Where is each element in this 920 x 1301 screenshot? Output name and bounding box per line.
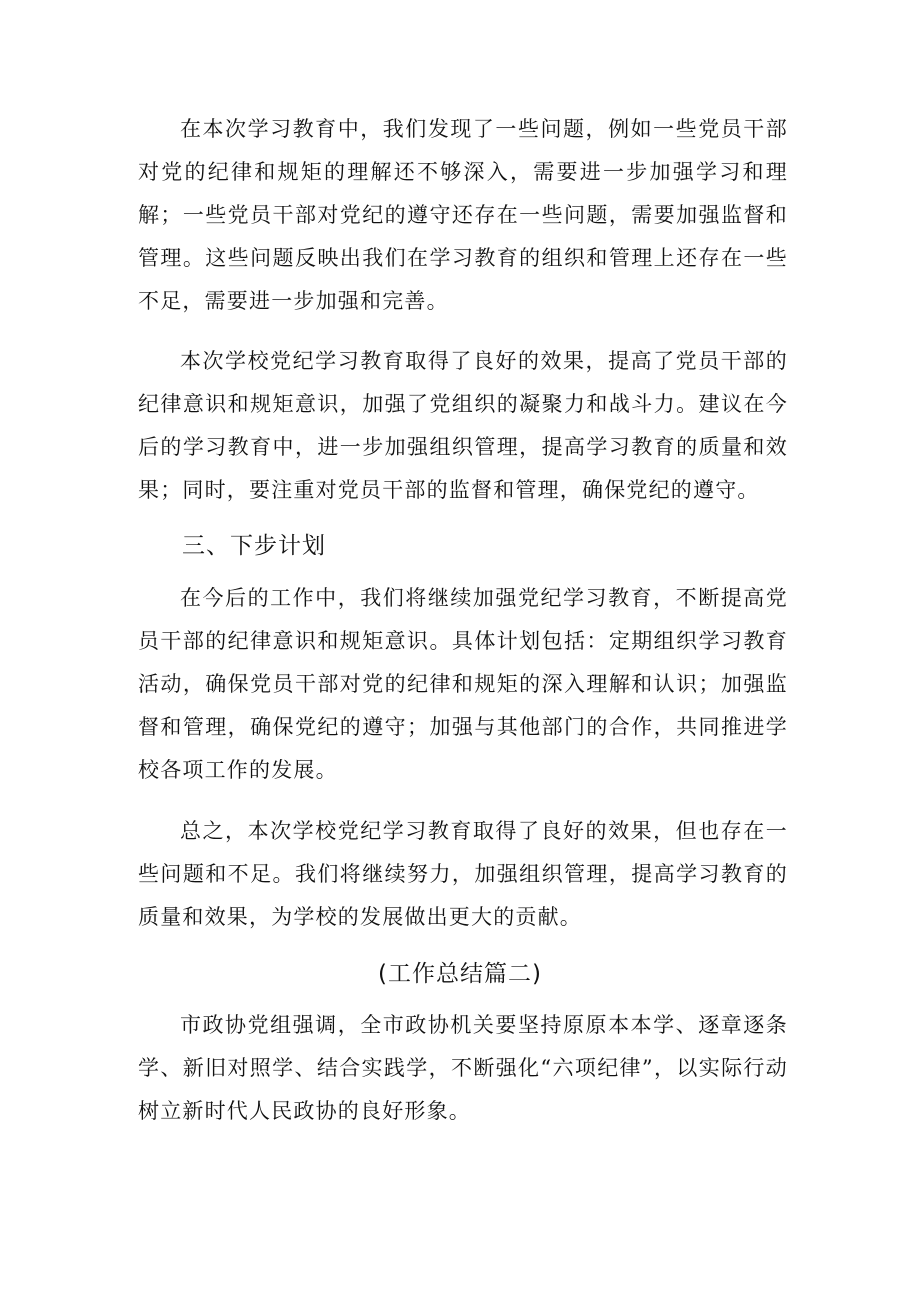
body-paragraph: 在今后的工作中，我们将继续加强党纪学习教育，不断提高党员干部的纪律意识和规矩意识。具体计划包括：定期组织学习教育活动，确保党员干部对党的纪律和规矩的深入理解和认识；加强监督和管理，确保党纪的遵守；加强与其他部门的合作，共同推进学校各项工作的发展。	[138, 586, 788, 782]
section-heading: 三、下步计划	[182, 533, 326, 559]
body-paragraph: 总之，本次学校党纪学习教育取得了良好的效果，但也存在一些问题和不足。我们将继续努力，加强组织管理，提高学习教育的质量和效果，为学校的发展做出更大的贡献。	[138, 819, 788, 929]
document-subtitle: (工作总结篇二)	[378, 961, 542, 987]
body-paragraph: 本次学校党纪学习教育取得了良好的效果，提高了党员干部的纪律意识和规矩意识，加强了党组织的凝聚力和战斗力。建议在今后的学习教育中，进一步加强组织管理，提高学习教育的质量和效果；同时，要注重对党员干部的监督和管理，确保党纪的遵守。	[138, 349, 788, 502]
body-paragraph: 市政协党组强调，全市政协机关要坚持原原本本学、逐章逐条学、新旧对照学、结合实践学，不断强化“六项纪律”，以实际行动树立新时代人民政协的良好形象。	[138, 1013, 788, 1123]
body-paragraph: 在本次学习教育中，我们发现了一些问题，例如一些党员干部对党的纪律和规矩的理解还不够深入，需要进一步加强学习和理解；一些党员干部对党纪的遵守还存在一些问题，需要加强监督和管理。这些问题反映出我们在学习教育的组织和管理上还存在一些不足，需要进一步加强和完善。	[138, 117, 788, 313]
